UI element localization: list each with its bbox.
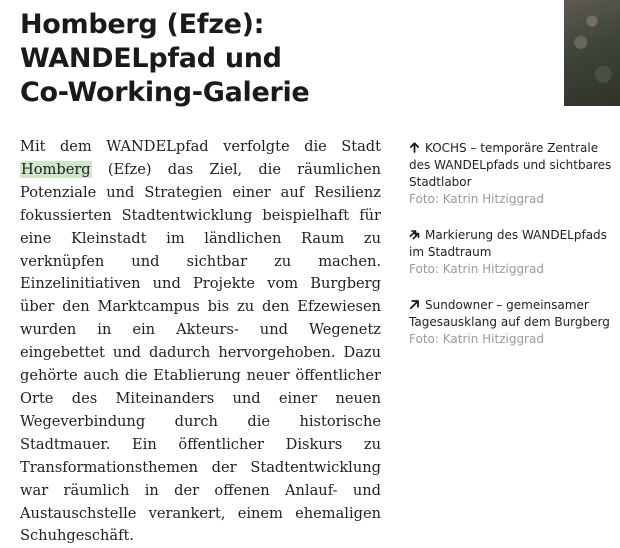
page-title-line: WANDELpfad und	[20, 43, 282, 74]
caption-label: Markierung des WANDELpfads im Stadtraum	[409, 228, 607, 259]
caption-item[interactable]	[409, 140, 615, 208]
caption-text	[409, 297, 615, 331]
caption-label: KOCHS – temporäre Zentrale des WANDELpfads und sichtbares Stadtlabor	[409, 141, 612, 189]
arrow-up-right-icon	[409, 299, 420, 310]
caption-credit: Foto: Katrin Hitziggrad	[409, 192, 544, 206]
hero-image[interactable]	[564, 0, 620, 106]
arrow-up-icon	[409, 142, 420, 153]
article-body	[20, 136, 381, 548]
caption-credit: Foto: Katrin Hitziggrad	[409, 262, 544, 276]
caption-credit: Foto: Katrin Hitziggrad	[409, 332, 544, 346]
page-title-line: Homberg (Efze):	[20, 9, 265, 40]
caption-item[interactable]	[409, 227, 615, 278]
caption-text	[409, 140, 615, 191]
article-text: (Efze) das Ziel, die räumlichen Potenziale und Strategien einer auf Resilienz fokussierten Stadtentwicklung beispielhaft für eine Kleinstadt im ländlichen Raum zu verknüpfen und sichtbar zu machen. Einzelinitiativen und Projekte vom Burgberg über den Marktcampus bis zu den Efzewiesen wurden in ein Akteurs- und Wegenetz eingebettet und dadurch hervorgehoben. Dazu gehörte auch die Etablierung neuer öffentlicher Orte des Miteinanders und einer neuen Wegeverbindung durch die historische Stadtmauer. Ein öffentlicher Diskurs zu Transformationsthemen der Stadtentwicklung war räumlich in der offenen Anlauf- und Austauschstelle verankert, einem ehemaligen Schuhgeschäft.	[20, 160, 381, 545]
homberg-link[interactable]: Homberg	[21, 160, 91, 178]
page-title-line: Co-Working-Galerie	[20, 77, 310, 108]
article-text: Mit dem WANDELpfad verfolgte die Stadt	[20, 138, 381, 155]
caption-item[interactable]	[409, 297, 615, 348]
image-captions	[409, 140, 615, 367]
caption-text	[409, 227, 615, 261]
page-title	[20, 8, 420, 110]
caption-label: Sundowner – gemeinsamer Tagesausklang auf dem Burgberg	[409, 298, 610, 329]
arrow-up-right-double-icon	[409, 229, 420, 240]
